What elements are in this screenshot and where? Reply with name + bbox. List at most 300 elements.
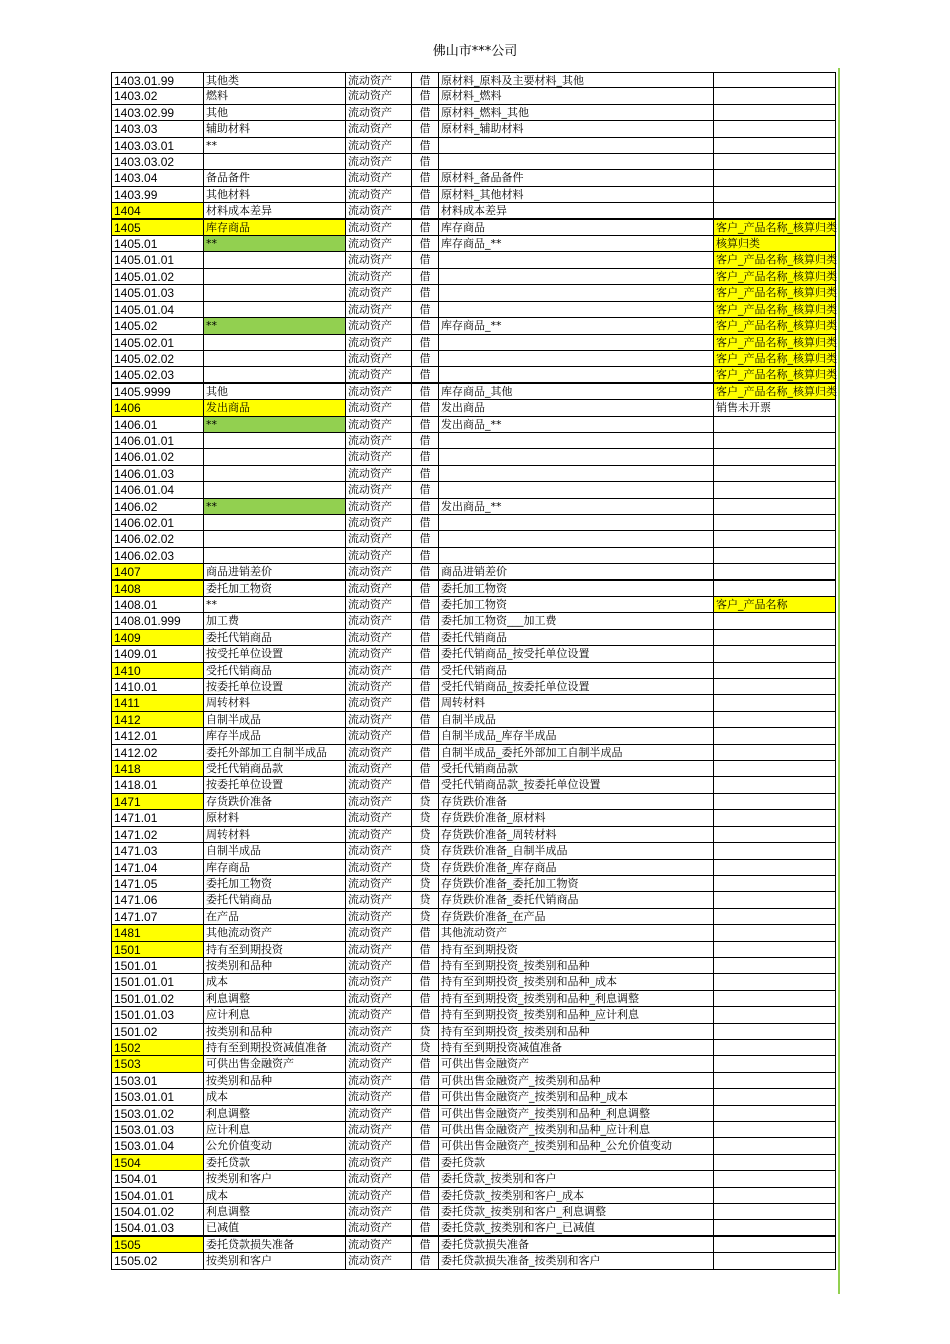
account-type-cell (346, 285, 412, 300)
full-name-cell-text: 自制半成品_库存半成品 (441, 729, 557, 743)
full-name-cell-text: 可供出售金融资产 (441, 1057, 529, 1071)
account-type-cell-text: 流动资产 (348, 663, 392, 677)
account-name-cell (204, 73, 346, 87)
full-name-cell-text: 委托加工物资 (441, 598, 507, 611)
auxiliary-cell-text: 客户_产品名称_核算归类 (716, 302, 837, 316)
table-row (111, 187, 836, 203)
auxiliary-cell (714, 712, 836, 727)
balance-direction-cell (412, 170, 439, 185)
account-type-cell-text: 流动资产 (348, 614, 392, 628)
full-name-cell-text: 库存商品 (441, 220, 485, 234)
account-type-cell-text: 流动资产 (348, 811, 392, 825)
account-code-cell (111, 728, 204, 743)
full-name-cell-text: 持有至到期投资减值准备 (441, 1040, 562, 1054)
balance-direction-cell-text: 借 (419, 1073, 431, 1087)
account-code-cell (111, 269, 204, 284)
account-name-cell-text: ** (206, 417, 217, 431)
full-name-cell-text: 持有至到期投资_按类别和品种_利息调整 (441, 991, 639, 1005)
balance-direction-cell (412, 1204, 439, 1219)
balance-direction-cell-text: 借 (419, 958, 431, 972)
account-type-cell (346, 138, 412, 153)
table-row (111, 925, 836, 941)
full-name-cell-text: 发出商品_** (441, 499, 502, 513)
auxiliary-cell (714, 597, 836, 612)
full-name-cell (439, 1007, 714, 1022)
balance-direction-cell (412, 466, 439, 481)
account-name-cell-text: 自制半成品 (206, 712, 261, 726)
full-name-cell-text: 持有至到期投资 (441, 942, 518, 956)
account-code-cell-text: 1501.01.03 (114, 1008, 175, 1023)
auxiliary-cell-text: 客户_产品名称_核算归类 (716, 269, 837, 283)
account-name-cell-text: 委托外部加工自制半成品 (206, 745, 327, 759)
account-name-cell (204, 974, 346, 989)
account-type-cell-text: 流动资产 (348, 647, 392, 661)
account-code-cell (111, 597, 204, 612)
account-name-cell-text: 按受托单位设置 (206, 647, 283, 661)
auxiliary-cell (714, 285, 836, 300)
account-type-cell (346, 302, 412, 317)
account-name-cell-text: 商品进销差价 (206, 565, 272, 579)
account-code-cell-text: 1405.02.03 (114, 368, 175, 382)
table-row (111, 154, 836, 170)
account-code-cell-text: 1408.01.999 (114, 614, 181, 629)
account-table (111, 72, 836, 1270)
account-name-cell-text: 库存商品 (206, 220, 250, 234)
table-row (111, 991, 836, 1007)
account-code-cell-text: 1481 (114, 926, 141, 941)
balance-direction-cell-text: 贷 (419, 893, 431, 907)
account-code-cell-text: 1501.01 (114, 958, 158, 973)
balance-direction-cell-text: 贷 (419, 1040, 431, 1054)
account-name-cell (204, 220, 346, 235)
account-type-cell (346, 367, 412, 381)
account-type-cell (346, 909, 412, 924)
account-code-cell (111, 630, 204, 645)
account-type-cell (346, 663, 412, 678)
balance-direction-cell (412, 548, 439, 563)
account-name-cell (204, 794, 346, 809)
balance-direction-cell (412, 761, 439, 776)
account-type-cell (346, 1040, 412, 1055)
account-type-cell-text: 流动资产 (348, 171, 392, 185)
auxiliary-cell (714, 843, 836, 858)
balance-direction-cell (412, 269, 439, 284)
table-row (111, 466, 836, 482)
table-row (111, 909, 836, 925)
auxiliary-cell (714, 777, 836, 792)
table-row (111, 138, 836, 154)
account-type-cell-text: 流动资产 (348, 1123, 392, 1136)
account-type-cell (346, 187, 412, 202)
account-type-cell-text: 流动资产 (348, 712, 392, 726)
full-name-cell-text: 发出商品_** (441, 417, 502, 431)
account-type-cell (346, 269, 412, 284)
auxiliary-cell (714, 646, 836, 661)
balance-direction-cell (412, 1007, 439, 1022)
table-row (111, 384, 836, 400)
full-name-cell (439, 318, 714, 333)
account-name-cell-text: 周转材料 (206, 827, 250, 841)
table-row (111, 695, 836, 711)
account-type-cell-text: 流动资产 (348, 89, 392, 103)
account-type-cell (346, 613, 412, 628)
account-name-cell (204, 482, 346, 497)
balance-direction-cell (412, 925, 439, 940)
balance-direction-cell-text: 借 (419, 204, 431, 218)
auxiliary-cell (714, 367, 836, 381)
account-type-cell-text: 流动资产 (348, 286, 392, 300)
account-code-cell (111, 892, 204, 907)
account-code-cell-text: 1504.01.02 (114, 1205, 175, 1220)
account-name-cell (204, 909, 346, 924)
account-code-cell (111, 154, 204, 169)
account-name-cell (204, 1138, 346, 1153)
auxiliary-cell-text: 客户_产品名称_核算归类 (716, 220, 837, 234)
full-name-cell (439, 1073, 714, 1088)
balance-direction-cell (412, 88, 439, 103)
account-name-cell (204, 1122, 346, 1137)
account-name-cell-text: 可供出售金融资产 (206, 1057, 294, 1071)
account-type-cell (346, 73, 412, 87)
balance-direction-cell (412, 745, 439, 760)
balance-direction-cell-text: 借 (419, 237, 431, 251)
account-code-cell-text: 1471.07 (114, 909, 158, 924)
account-type-cell-text: 流动资产 (348, 827, 392, 841)
balance-direction-cell (412, 728, 439, 743)
balance-direction-cell-text: 借 (419, 729, 431, 743)
full-name-cell-text: 存货跌价准备_委托代销商品 (441, 893, 579, 907)
table-row (111, 745, 836, 761)
full-name-cell (439, 1040, 714, 1055)
account-type-cell-text: 流动资产 (348, 876, 392, 890)
full-name-cell-text: 存货跌价准备_在产品 (441, 909, 546, 923)
auxiliary-cell (714, 663, 836, 678)
balance-direction-cell-text: 借 (419, 942, 431, 956)
full-name-cell (439, 728, 714, 743)
account-code-cell (111, 531, 204, 546)
account-code-cell (111, 958, 204, 973)
account-code-cell-text: 1405.01.04 (114, 302, 175, 317)
auxiliary-cell (714, 958, 836, 973)
account-code-cell-text: 1406 (114, 401, 141, 416)
account-name-cell (204, 302, 346, 317)
balance-direction-cell (412, 1024, 439, 1039)
full-name-cell-text: 存货跌价准备_自制半成品 (441, 844, 568, 858)
auxiliary-cell (714, 73, 836, 87)
balance-direction-cell (412, 73, 439, 87)
balance-direction-cell-text: 借 (419, 991, 431, 1005)
full-name-cell (439, 712, 714, 727)
account-type-cell-text: 流动资产 (348, 532, 392, 546)
balance-direction-cell-text: 借 (419, 450, 431, 464)
account-name-cell (204, 646, 346, 661)
account-code-cell (111, 466, 204, 481)
auxiliary-cell (714, 1089, 836, 1104)
account-name-cell-text: 成本 (206, 1090, 228, 1104)
balance-direction-cell (412, 712, 439, 727)
table-row (111, 630, 836, 646)
auxiliary-cell (714, 1237, 836, 1252)
account-type-cell-text: 流动资产 (348, 1155, 392, 1169)
account-code-cell-text: 1405.02 (114, 319, 158, 334)
auxiliary-cell (714, 925, 836, 940)
account-type-cell-text: 流动资产 (348, 319, 392, 333)
balance-direction-cell (412, 302, 439, 317)
account-name-cell (204, 564, 346, 578)
account-type-cell-text: 流动资产 (348, 1057, 392, 1071)
account-name-cell-text: 应计利息 (206, 1123, 250, 1136)
balance-direction-cell-text: 借 (419, 253, 431, 267)
full-name-cell (439, 269, 714, 284)
account-name-cell (204, 236, 346, 251)
auxiliary-cell (714, 1122, 836, 1137)
balance-direction-cell (412, 613, 439, 628)
account-type-cell (346, 351, 412, 366)
balance-direction-cell (412, 679, 439, 694)
account-type-cell (346, 499, 412, 514)
auxiliary-cell (714, 548, 836, 563)
balance-direction-cell (412, 827, 439, 842)
account-code-cell (111, 942, 204, 957)
account-code-cell-text: 1405.9999 (114, 384, 171, 399)
account-type-cell (346, 252, 412, 267)
balance-direction-cell-text: 借 (419, 1090, 431, 1104)
account-name-cell (204, 154, 346, 169)
account-name-cell (204, 613, 346, 628)
full-name-cell-text: 委托贷款_按类别和客户_成本 (441, 1188, 584, 1202)
table-row (111, 203, 836, 219)
full-name-cell-text: 自制半成品 (441, 712, 496, 726)
full-name-cell (439, 761, 714, 776)
account-name-cell-text: 其他材料 (206, 187, 250, 201)
balance-direction-cell (412, 646, 439, 661)
account-type-cell (346, 712, 412, 727)
account-code-cell-text: 1405.01 (114, 237, 158, 252)
balance-direction-cell-text: 借 (419, 647, 431, 661)
full-name-cell (439, 220, 714, 235)
account-name-cell (204, 1073, 346, 1088)
account-name-cell (204, 728, 346, 743)
balance-direction-cell (412, 777, 439, 792)
account-name-cell-text: 利息调整 (206, 1106, 250, 1120)
balance-direction-cell-text: 贷 (419, 876, 431, 890)
account-code-cell (111, 170, 204, 185)
account-type-cell-text: 流动资产 (348, 1139, 392, 1153)
account-code-cell-text: 1501.01.02 (114, 991, 175, 1006)
balance-direction-cell-text: 借 (419, 1155, 431, 1169)
account-type-cell-text: 流动资产 (348, 1024, 392, 1038)
full-name-cell (439, 646, 714, 661)
balance-direction-cell-text: 借 (419, 319, 431, 333)
account-type-cell-text: 流动资产 (348, 401, 392, 415)
full-name-cell-text: 存货跌价准备 (441, 794, 507, 808)
full-name-cell (439, 466, 714, 481)
auxiliary-cell (714, 121, 836, 136)
account-name-cell (204, 695, 346, 710)
account-code-cell-text: 1503.01.01 (114, 1090, 175, 1105)
account-name-cell (204, 88, 346, 103)
account-code-cell-text: 1471.01 (114, 811, 158, 826)
account-name-cell (204, 351, 346, 366)
account-name-cell (204, 663, 346, 678)
full-name-cell-text: 持有至到期投资_按类别和品种_应计利息 (441, 1008, 639, 1022)
account-code-cell (111, 515, 204, 530)
account-name-cell (204, 466, 346, 481)
auxiliary-cell (714, 138, 836, 153)
account-code-cell (111, 1056, 204, 1071)
account-code-cell-text: 1503.01.03 (114, 1123, 175, 1137)
balance-direction-cell (412, 138, 439, 153)
auxiliary-cell (714, 400, 836, 415)
account-name-cell (204, 761, 346, 776)
auxiliary-cell-text: 客户_产品名称_核算归类 (716, 351, 837, 365)
auxiliary-cell (714, 1007, 836, 1022)
account-code-cell (111, 1155, 204, 1170)
full-name-cell (439, 1237, 714, 1252)
balance-direction-cell (412, 958, 439, 973)
full-name-cell (439, 958, 714, 973)
account-name-cell-text: 委托贷款 (206, 1155, 250, 1169)
account-code-cell-text: 1505 (114, 1237, 141, 1252)
account-type-cell-text: 流动资产 (348, 893, 392, 907)
full-name-cell-text: 原材料_其他材料 (441, 187, 524, 201)
full-name-cell (439, 1138, 714, 1153)
balance-direction-cell-text: 借 (419, 187, 431, 201)
account-type-cell (346, 843, 412, 858)
account-name-cell (204, 531, 346, 546)
account-code-cell-text: 1471.04 (114, 860, 158, 875)
account-name-cell-text: 委托代销商品 (206, 893, 272, 907)
auxiliary-cell (714, 679, 836, 694)
account-name-cell-text: 自制半成品 (206, 844, 261, 858)
auxiliary-cell-text: 客户_产品名称 (716, 598, 788, 611)
full-name-cell-text: 受托代销商品 (441, 663, 507, 677)
account-type-cell (346, 1204, 412, 1219)
auxiliary-cell (714, 302, 836, 317)
balance-direction-cell-text: 借 (419, 696, 431, 710)
account-name-cell (204, 1171, 346, 1186)
table-row (111, 712, 836, 728)
account-code-cell (111, 417, 204, 432)
full-name-cell (439, 482, 714, 497)
auxiliary-cell-text: 核算归类 (716, 237, 760, 251)
table-row (111, 269, 836, 285)
full-name-cell (439, 351, 714, 366)
full-name-cell-text: 原材料_燃料 (441, 89, 502, 103)
account-code-cell-text: 1502 (114, 1040, 141, 1055)
auxiliary-cell (714, 991, 836, 1006)
full-name-cell (439, 745, 714, 760)
account-code-cell (111, 827, 204, 842)
full-name-cell (439, 138, 714, 153)
account-name-cell (204, 515, 346, 530)
account-code-cell-text: 1405.01.02 (114, 269, 175, 284)
table-row (111, 597, 836, 613)
balance-direction-cell (412, 794, 439, 809)
balance-direction-cell (412, 367, 439, 381)
full-name-cell-text: 商品进销差价 (441, 565, 507, 579)
account-name-cell (204, 1220, 346, 1234)
account-type-cell (346, 417, 412, 432)
full-name-cell-text: 委托加工物资 (441, 581, 507, 595)
account-code-cell-text: 1405 (114, 220, 141, 235)
account-type-cell (346, 646, 412, 661)
full-name-cell (439, 236, 714, 251)
account-type-cell-text: 流动资产 (348, 515, 392, 529)
table-row (111, 335, 836, 351)
balance-direction-cell-text: 贷 (419, 811, 431, 825)
full-name-cell-text: 发出商品 (441, 401, 485, 415)
balance-direction-cell (412, 531, 439, 546)
account-type-cell (346, 1220, 412, 1234)
account-code-cell-text: 1418 (114, 762, 141, 777)
account-name-cell (204, 384, 346, 399)
full-name-cell-text: 持有至到期投资_按类别和品种_成本 (441, 975, 617, 989)
account-code-cell-text: 1505.02 (114, 1254, 158, 1269)
table-row (111, 318, 836, 334)
auxiliary-cell-text: 销售未开票 (716, 401, 771, 415)
full-name-cell (439, 1253, 714, 1268)
account-type-cell (346, 1138, 412, 1153)
auxiliary-cell (714, 335, 836, 350)
full-name-cell (439, 597, 714, 612)
account-name-cell (204, 991, 346, 1006)
balance-direction-cell (412, 630, 439, 645)
balance-direction-cell-text: 借 (419, 384, 431, 398)
account-code-cell (111, 1253, 204, 1268)
table-row (111, 105, 836, 121)
full-name-cell-text: 受托代销商品_按委托单位设置 (441, 680, 590, 694)
balance-direction-cell-text: 借 (419, 269, 431, 283)
full-name-cell-text: 周转材料 (441, 696, 485, 710)
table-row (111, 1007, 836, 1023)
account-type-cell (346, 630, 412, 645)
account-name-cell (204, 1155, 346, 1170)
account-name-cell (204, 252, 346, 267)
account-type-cell (346, 1171, 412, 1186)
account-code-cell (111, 745, 204, 760)
balance-direction-cell-text: 借 (419, 74, 431, 87)
account-name-cell-text: 库存半成品 (206, 729, 261, 743)
full-name-cell (439, 73, 714, 87)
balance-direction-cell (412, 285, 439, 300)
table-row (111, 1155, 836, 1171)
table-row (111, 810, 836, 826)
account-name-cell (204, 1106, 346, 1121)
account-name-cell (204, 1188, 346, 1203)
full-name-cell-text: 原材料_燃料_其他 (441, 105, 529, 119)
account-code-cell (111, 236, 204, 251)
table-row (111, 1220, 836, 1236)
account-name-cell-text: 已减值 (206, 1221, 239, 1235)
table-row (111, 1073, 836, 1089)
full-name-cell-text: 持有至到期投资_按类别和品种 (441, 958, 590, 972)
full-name-cell (439, 695, 714, 710)
table-row (111, 663, 836, 679)
account-name-cell-text: 材料成本差异 (206, 204, 272, 218)
full-name-cell (439, 1188, 714, 1203)
full-name-cell (439, 827, 714, 842)
account-code-cell (111, 1007, 204, 1022)
full-name-cell-text: 委托代销商品 (441, 630, 507, 644)
table-row (111, 974, 836, 990)
account-code-cell-text: 1409.01 (114, 647, 158, 662)
table-row (111, 1253, 836, 1269)
account-type-cell (346, 1056, 412, 1071)
account-type-cell-text: 流动资产 (348, 1205, 392, 1219)
account-code-cell (111, 1237, 204, 1252)
account-code-cell (111, 564, 204, 578)
